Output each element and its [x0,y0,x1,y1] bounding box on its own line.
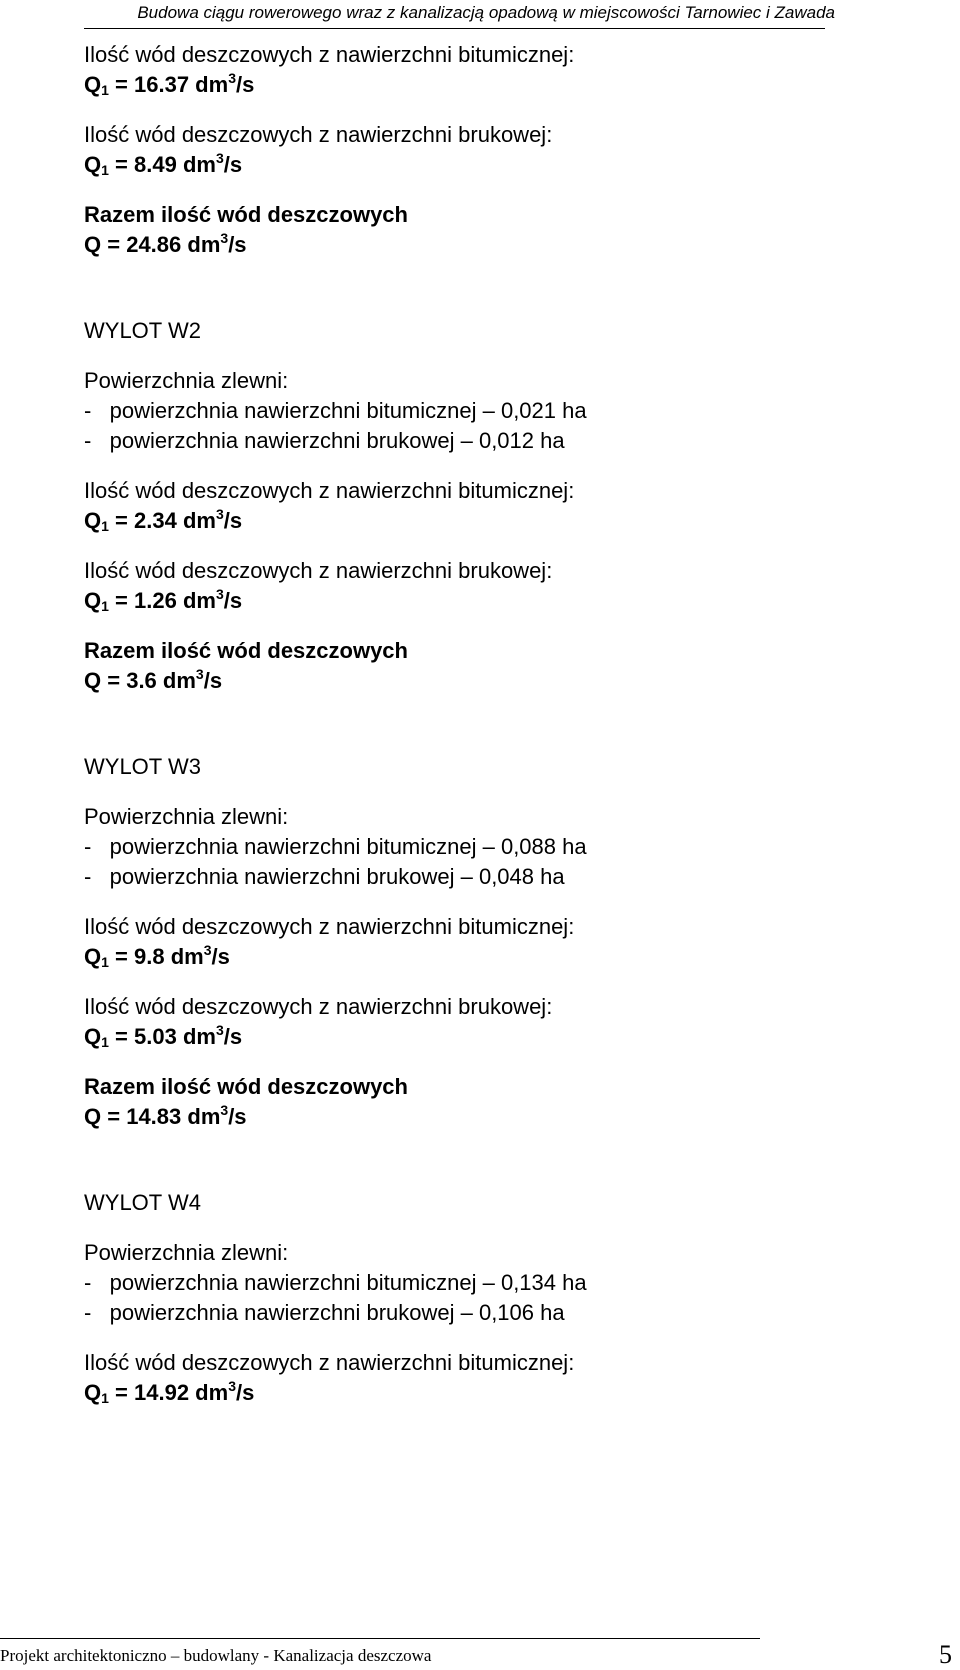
area-bruk-item: - powierzchnia nawierzchni brukowej – 0,048 ha [84,864,565,889]
document-body [84,40,824,1428]
bit-flow-label: Ilość wód deszczowych z nawierzchni bitumicznej: [84,1350,575,1375]
area-bit-item: - powierzchnia nawierzchni bitumicznej – 0,088 ha [84,834,587,859]
bruk-flow-value: $Q_1 = 8.49$ $dm^3/s$ [84,150,243,178]
page-footer [0,1600,960,1669]
bruk-flow-label: Ilość wód deszczowych z nawierzchni brukowej: [84,994,553,1019]
top-sum-block [84,200,824,260]
section-title-w2: WYLOT W2 [84,318,201,343]
sum-block-w2 [84,636,824,696]
sum-flow-label: Razem ilość wód deszczowych [84,202,408,227]
area-bit-item: - powierzchnia nawierzchni bitumicznej – 0,134 ha [84,1270,587,1295]
header-title: Budowa ciągu rowerowego wraz z kanalizacją opadową w miejscowości Tarnowiec i Zawada [137,3,835,22]
page-number: 5 [939,1640,952,1669]
bit-flow-label: Ilość wód deszczowych z nawierzchni bitumicznej: [84,42,575,67]
bruk-flow-label: Ilość wód deszczowych z nawierzchni brukowej: [84,558,553,583]
sum-flow-value: Q = 24.86 $dm^3/s$ [84,230,247,257]
bruk-flow-value: $Q_1 = 1.26$ $dm^3/s$ [84,586,243,614]
bruk-flow-label: Ilość wód deszczowych z nawierzchni brukowej: [84,122,553,147]
area-label: Powierzchnia zlewni: [84,1240,289,1265]
footer-divider [0,1638,760,1639]
sum-flow-label: Razem ilość wód deszczowych [84,1074,408,1099]
area-block-w4 [84,1238,824,1328]
footer-text: Projekt architektoniczno – budowlany - Kanalizacja deszczowa [0,1646,432,1665]
bit-block-w3 [84,912,824,972]
area-block-w2 [84,366,824,456]
area-label: Powierzchnia zlewni: [84,804,289,829]
bruk-block-w3 [84,992,824,1052]
area-bruk-item: - powierzchnia nawierzchni brukowej – 0,106 ha [84,1300,565,1325]
area-block-w3 [84,802,824,892]
area-label: Powierzchnia zlewni: [84,368,289,393]
top-bit-block [84,40,824,100]
sum-flow-value: Q = 3.6 $dm^3/s$ [84,666,223,693]
header-divider [84,28,825,29]
area-bruk-item: - powierzchnia nawierzchni brukowej – 0,012 ha [84,428,565,453]
bit-flow-value: $Q_1 = 14.92$ $dm^3/s$ [84,1378,255,1406]
sum-flow-label: Razem ilość wód deszczowych [84,638,408,663]
top-bruk-block [84,120,824,180]
section-title-w3: WYLOT W3 [84,754,201,779]
sum-block-w3 [84,1072,824,1132]
bit-flow-value: $Q_1 = 9.8$ $dm^3/s$ [84,942,230,970]
bit-block-w2 [84,476,824,536]
bruk-block-w2 [84,556,824,616]
bit-flow-label: Ilość wód deszczowych z nawierzchni bitumicznej: [84,478,575,503]
bit-flow-value: $Q_1 = 2.34$ $dm^3/s$ [84,506,243,534]
sum-flow-value: Q = 14.83 $dm^3/s$ [84,1102,247,1129]
bruk-flow-value: $Q_1 = 5.03$ $dm^3/s$ [84,1022,243,1050]
bit-flow-value: $Q_1 = 16.37$ $dm^3/s$ [84,70,255,98]
bit-block-w4 [84,1348,824,1408]
page-header [0,0,960,32]
section-title-w4: WYLOT W4 [84,1190,201,1215]
bit-flow-label: Ilość wód deszczowych z nawierzchni bitumicznej: [84,914,575,939]
area-bit-item: - powierzchnia nawierzchni bitumicznej – 0,021 ha [84,398,587,423]
